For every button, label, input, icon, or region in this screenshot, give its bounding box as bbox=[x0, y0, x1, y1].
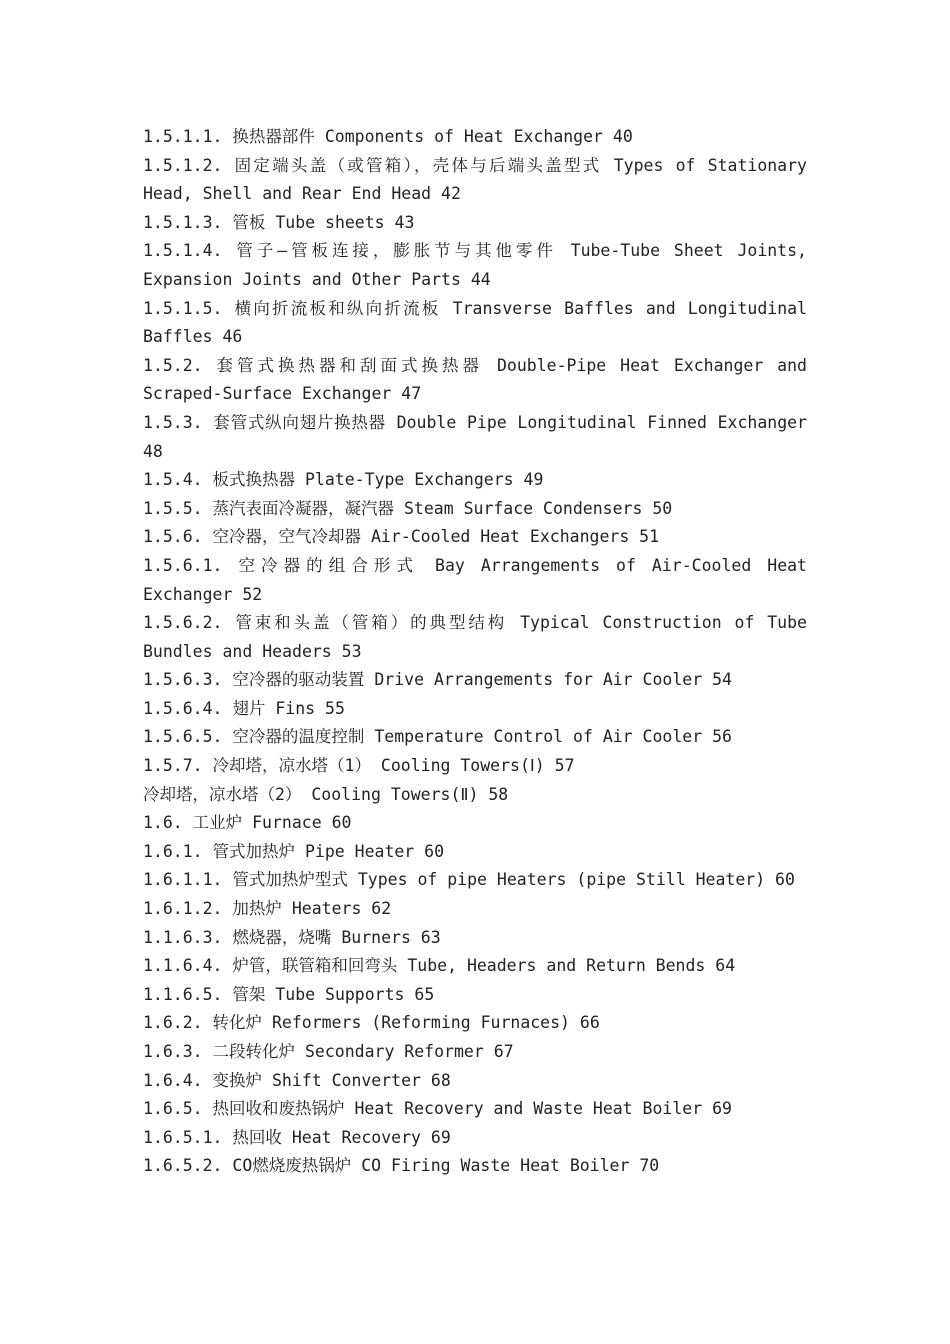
toc-entry: 1.5.6.5. 空冷器的温度控制 Temperature Control of Air Cooler 56 bbox=[143, 727, 732, 747]
toc-entry: 1.5.6.4. 翅片 Fins 55 bbox=[143, 698, 345, 718]
toc-entry: 1.6.5.1. 热回收 Heat Recovery 69 bbox=[143, 1127, 451, 1147]
toc-entry: 1.5.3. 套管式纵向翅片换热器 Double Pipe Longitudinal Finned Exchanger 48 bbox=[143, 412, 807, 461]
toc-entry: 1.6. 工业炉 Furnace 60 bbox=[143, 813, 352, 833]
toc-page bbox=[143, 123, 807, 1181]
toc-entry: 1.6.5.2. CO燃烧废热锅炉 CO Firing Waste Heat Boiler 70 bbox=[143, 1156, 660, 1176]
toc-entry: 1.1.6.5. 管架 Tube Supports 65 bbox=[143, 984, 435, 1004]
toc-entry: 1.1.6.3. 燃烧器，烧嘴 Burners 63 bbox=[143, 927, 441, 947]
toc-entry: 1.5.1.3. 管板 Tube sheets 43 bbox=[143, 212, 415, 232]
toc-entry: 1.6.2. 转化炉 Reformers (Reforming Furnaces) 66 bbox=[143, 1013, 600, 1033]
toc-entry: 1.5.4. 板式换热器 Plate-Type Exchangers 49 bbox=[143, 470, 544, 490]
toc-entry: 1.5.2. 套管式换热器和刮面式换热器 Double-Pipe Heat Exchanger and Scraped-Surface Exchanger 47 bbox=[143, 355, 807, 404]
toc-entry: 1.6.3. 二段转化炉 Secondary Reformer 67 bbox=[143, 1042, 514, 1061]
toc-entry: 1.5.5. 蒸汽表面冷凝器，凝汽器 Steam Surface Condensers 50 bbox=[143, 498, 673, 518]
toc-entry: 1.5.1.4. 管子—管板连接，膨胀节与其他零件 Tube-Tube Sheet Joints, Expansion Joints and Other Parts 44 bbox=[143, 241, 807, 289]
toc-entry: 1.5.1.1. 换热器部件 Components of Heat Exchanger 40 bbox=[143, 127, 633, 146]
toc-entry: 1.5.7. 冷却塔，凉水塔（1） Cooling Towers(Ⅰ) 57 bbox=[143, 756, 575, 776]
toc-entry: 1.6.1.2. 加热炉 Heaters 62 bbox=[143, 899, 392, 919]
toc-entry: 1.6.1.1. 管式加热炉型式 Types of pipe Heaters (pipe Still Heater) 60 bbox=[143, 870, 795, 890]
toc-entry: 1.6.5. 热回收和废热锅炉 Heat Recovery and Waste Heat Boiler 69 bbox=[143, 1099, 732, 1119]
toc-entry: 1.5.6.3. 空冷器的驱动装置 Drive Arrangements for Air Cooler 54 bbox=[143, 670, 732, 690]
toc-entry: 1.1.6.4. 炉管，联管箱和回弯头 Tube, Headers and Return Bends 64 bbox=[143, 956, 736, 976]
toc-entry: 1.5.6.2. 管束和头盖（管箱）的典型结构 Typical Construction of Tube Bundles and Headers 53 bbox=[143, 613, 807, 661]
toc-entry: 1.5.6. 空冷器，空气冷却器 Air-Cooled Heat Exchangers 51 bbox=[143, 527, 660, 547]
toc-entry: 冷却塔，凉水塔（2） Cooling Towers(Ⅱ) 58 bbox=[143, 784, 509, 804]
toc-entry: 1.5.6.1. 空冷器的组合形式 Bay Arrangements of Air-Cooled Heat Exchanger 52 bbox=[143, 555, 807, 604]
toc-entry: 1.5.1.5. 横向折流板和纵向折流板 Transverse Baffles and Longitudinal Baffles 46 bbox=[143, 298, 807, 347]
toc-entry: 1.5.1.2. 固定端头盖（或管箱），壳体与后端头盖型式 Types of Stationary Head, Shell and Rear End Head 42 bbox=[143, 155, 807, 204]
toc-entry: 1.6.1. 管式加热炉 Pipe Heater 60 bbox=[143, 841, 445, 861]
toc-entry: 1.6.4. 变换炉 Shift Converter 68 bbox=[143, 1070, 451, 1090]
